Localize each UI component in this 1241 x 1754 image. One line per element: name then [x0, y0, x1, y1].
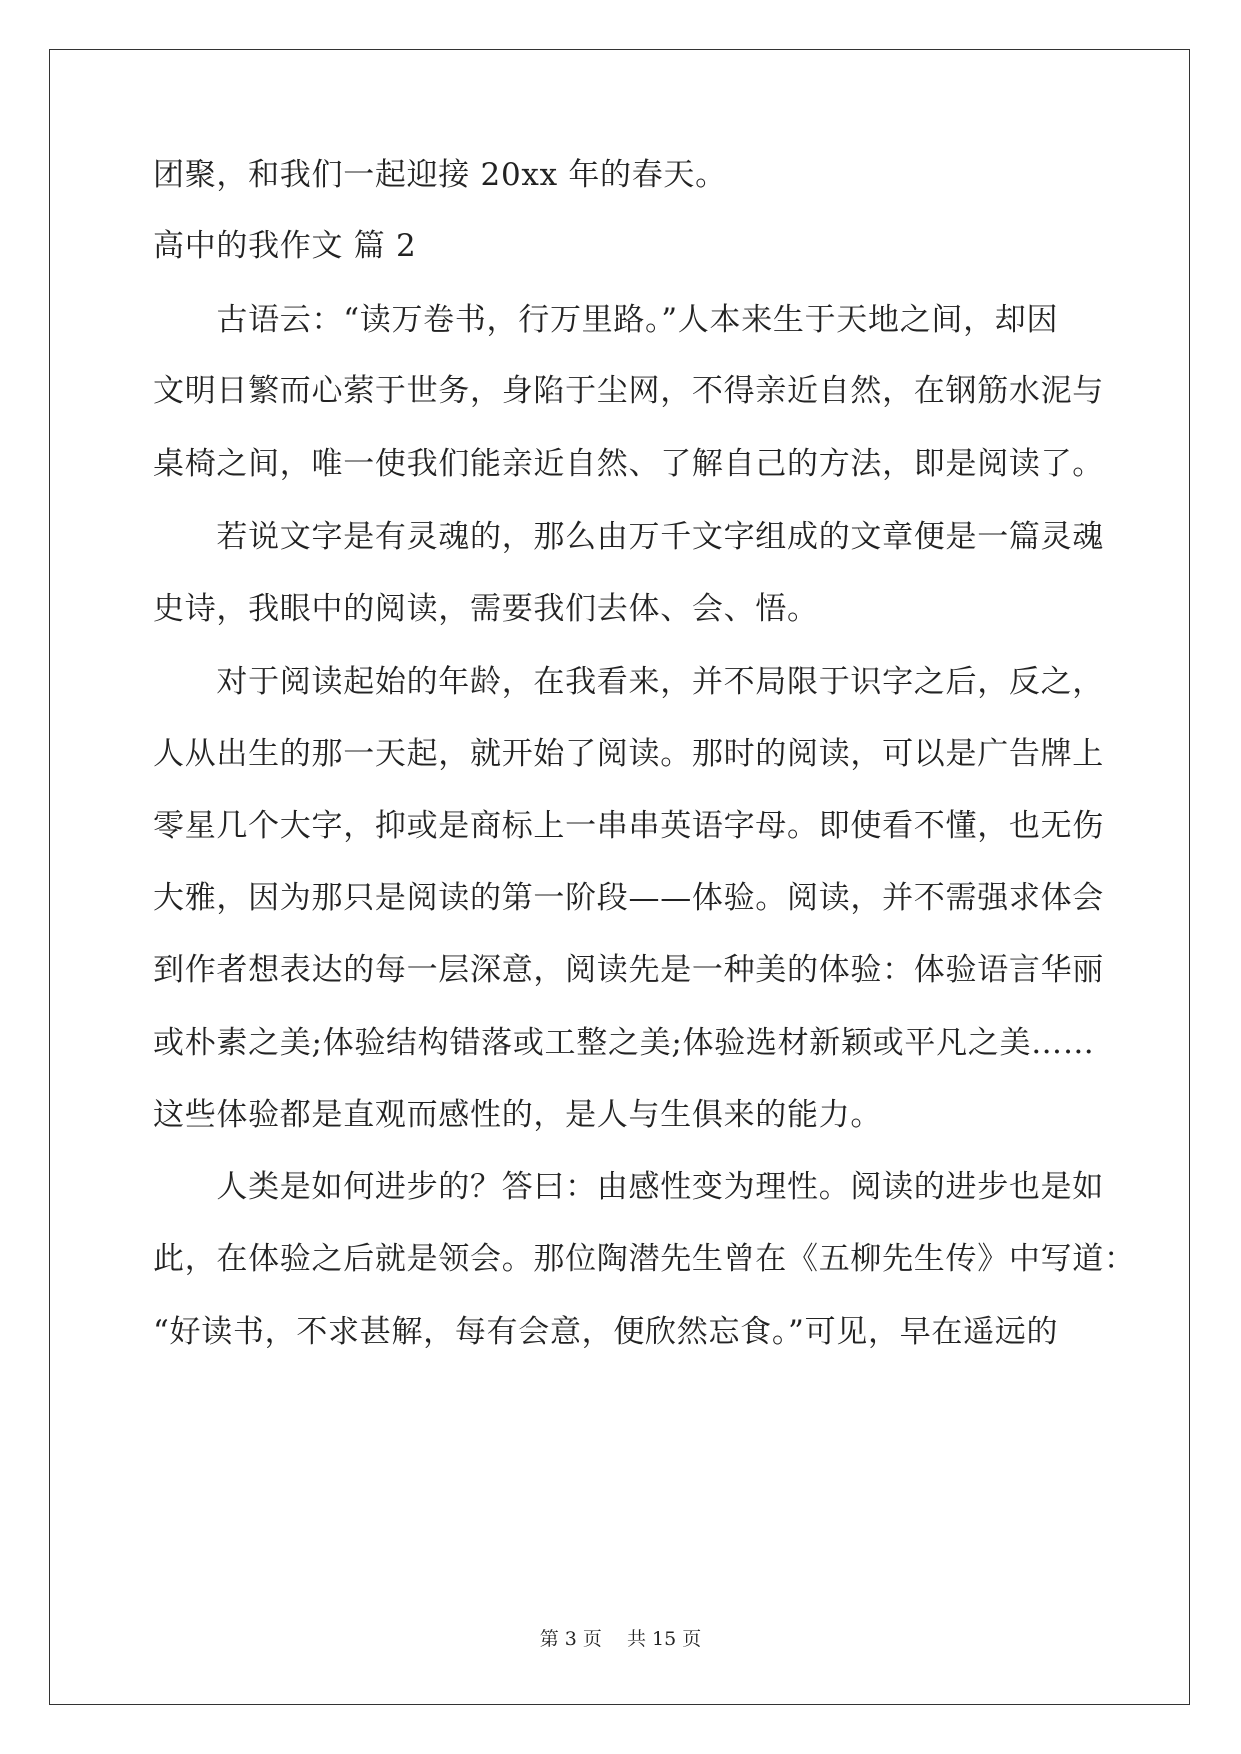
page-number: 第 3 页 共 15 页	[539, 1628, 702, 1650]
section-heading: 高中的我作文 篇 2	[153, 228, 417, 264]
page-border	[49, 49, 1190, 1705]
text-line: 这些体验都是直观而感性的，是人与生俱来的能力。	[153, 1097, 883, 1133]
text-line: 此，在体验之后就是领会。那位陶潜先生曾在《五柳先生传》中写道：	[153, 1241, 1136, 1277]
text-line: 古语云：“读万卷书，行万里路。”人本来生于天地之间，却因	[153, 302, 1059, 338]
text-line: 史诗，我眼中的阅读，需要我们去体、会、悟。	[153, 591, 819, 627]
text-line: 文明日繁而心萦于世务，身陷于尘网，不得亲近自然，在钢筋水泥与	[153, 373, 1104, 409]
text-line: 对于阅读起始的年龄，在我看来，并不局限于识字之后，反之，	[153, 664, 1104, 700]
text-line: 人从出生的那一天起，就开始了阅读。那时的阅读，可以是广告牌上	[153, 736, 1104, 772]
text-line: 大雅，因为那只是阅读的第一阶段——体验。阅读，并不需强求体会	[153, 880, 1104, 916]
text-line: 若说文字是有灵魂的，那么由万千文字组成的文章便是一篇灵魂	[153, 519, 1104, 555]
text-line: 人类是如何进步的？答曰：由感性变为理性。阅读的进步也是如	[153, 1169, 1104, 1205]
text-line: “好读书，不求甚解，每有会意，便欣然忘食。”可见，早在遥远的	[153, 1314, 1059, 1350]
text-line: 或朴素之美;体验结构错落或工整之美;体验选材新颖或平凡之美……	[153, 1025, 1095, 1061]
text-line: 桌椅之间，唯一使我们能亲近自然、了解自己的方法，即是阅读了。	[153, 446, 1104, 482]
text-line: 团聚，和我们一起迎接 20xx 年的春天。	[153, 157, 727, 193]
text-line: 到作者想表达的每一层深意，阅读先是一种美的体验：体验语言华丽	[153, 952, 1104, 988]
text-line: 零星几个大字，抑或是商标上一串串英语字母。即使看不懂，也无伤	[153, 808, 1104, 844]
